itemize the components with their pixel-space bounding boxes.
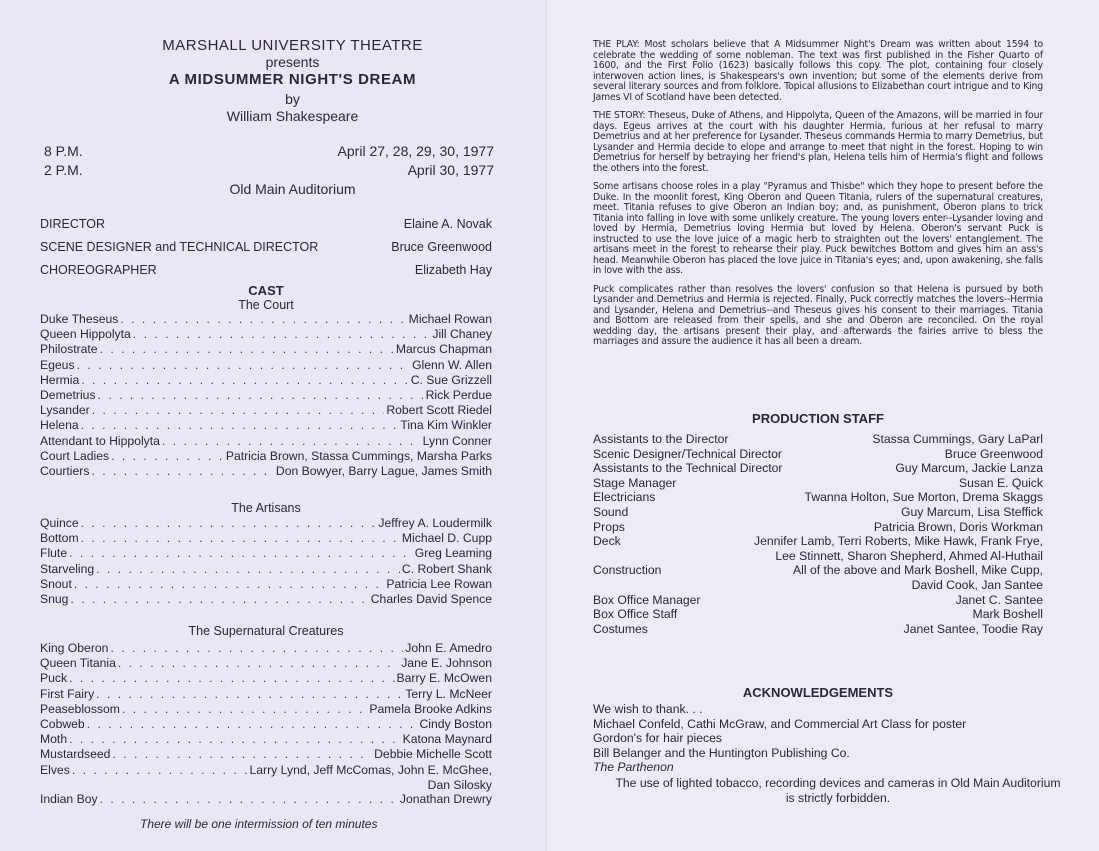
actor-name: Charles David Spence bbox=[370, 591, 492, 606]
leader-dots bbox=[81, 418, 399, 432]
cast-heading: CAST bbox=[248, 283, 284, 298]
staff-name: Janet C. Santee bbox=[955, 592, 1043, 607]
staff-name: Janet Santee, Toodie Ray bbox=[903, 621, 1043, 636]
role-name: Elves bbox=[40, 762, 70, 777]
court-title: The Court bbox=[238, 298, 294, 312]
role-name: Queen Hippolyta bbox=[40, 327, 131, 342]
role-name: Attendant to Hippolyta bbox=[40, 433, 160, 448]
role-name: Hermia bbox=[40, 372, 80, 387]
role-name: Snug bbox=[40, 591, 69, 606]
leader-dots bbox=[112, 747, 372, 761]
staff-name: Stassa Cummings, Gary LaParl bbox=[872, 432, 1043, 446]
schedule-time-1: 8 P.M. bbox=[44, 143, 83, 159]
staff-row bbox=[593, 490, 1043, 505]
credit-row bbox=[40, 240, 492, 263]
staff-row bbox=[593, 578, 1043, 593]
cast-row bbox=[40, 763, 492, 778]
schedule-dates-1: April 27, 28, 29, 30, 1977 bbox=[337, 143, 494, 159]
leader-dots bbox=[69, 732, 400, 746]
leader-dots bbox=[92, 403, 385, 417]
credit-name: Elizabeth Hay bbox=[414, 263, 492, 277]
cast-row bbox=[40, 388, 492, 403]
staff-name: Bruce Greenwood bbox=[944, 446, 1043, 461]
supernatural-title: The Supernatural Creatures bbox=[188, 624, 344, 638]
role-name: Quince bbox=[40, 516, 79, 530]
leader-dots bbox=[110, 641, 403, 655]
actor-name: Michael D. Cupp bbox=[401, 531, 492, 546]
ack-line: Michael Confeld, Cathi McGraw, and Commercial Art Class for poster bbox=[593, 716, 967, 731]
schedule-dates-2: April 30, 1977 bbox=[407, 162, 494, 178]
role-name: Court Ladies bbox=[40, 448, 110, 463]
leader-dots bbox=[69, 671, 394, 685]
staff-role: Sound bbox=[593, 504, 629, 519]
staff-role: Stage Manager bbox=[593, 475, 677, 490]
actor-name: Marcus Chapman bbox=[395, 342, 492, 357]
staff-name: Guy Marcum, Lisa Steffick bbox=[900, 504, 1043, 519]
credits-list bbox=[40, 217, 492, 286]
leader-dots bbox=[96, 687, 403, 701]
cast-row bbox=[40, 342, 492, 357]
staff-row bbox=[593, 563, 1043, 578]
actor-name: Debbie Michelle Scott bbox=[374, 747, 492, 762]
role-name: Courtiers bbox=[40, 463, 90, 478]
staff-role: Electricians bbox=[593, 490, 656, 505]
actor-name: Patricia Brown, Stassa Cummings, Marsha Parks bbox=[225, 448, 492, 463]
actor-name: Michael Rowan bbox=[408, 312, 492, 326]
staff-role: Construction bbox=[593, 563, 662, 578]
role-name: Helena bbox=[40, 418, 79, 433]
cast-row bbox=[40, 434, 492, 449]
actor-name: Tina Kim Winkler bbox=[400, 418, 492, 433]
staff-row bbox=[593, 505, 1043, 520]
actor-name: Cindy Boston bbox=[419, 716, 492, 731]
role-name: Flute bbox=[40, 546, 68, 561]
artisans-title: The Artisans bbox=[231, 501, 301, 515]
actor-name: Patricia Lee Rowan bbox=[386, 576, 492, 591]
leader-dots bbox=[96, 562, 400, 576]
cast-row bbox=[40, 732, 492, 747]
staff-name: Patricia Brown, Doris Workman bbox=[873, 519, 1043, 534]
venue: Old Main Auditorium bbox=[229, 181, 356, 197]
role-name: Puck bbox=[40, 671, 68, 686]
staff-name: Mark Boshell bbox=[972, 607, 1043, 622]
right-page bbox=[548, 0, 1099, 851]
acknowledgements-list bbox=[593, 702, 1043, 760]
presents-line: presents bbox=[265, 54, 320, 70]
synopsis bbox=[593, 40, 1043, 356]
actor-name: Jane E. Johnson bbox=[401, 656, 492, 671]
role-name: Bottom bbox=[40, 531, 79, 546]
actor-name: Jill Chaney bbox=[432, 327, 492, 342]
staff-role: Assistants to the Technical Director bbox=[593, 461, 783, 476]
notice: The use of lighted tobacco, recording devices and cameras in Old Main Auditorium is strictly forbidden. bbox=[615, 776, 1061, 805]
credit-role: SCENE DESIGNER and TECHNICAL DIRECTOR bbox=[40, 240, 319, 254]
credit-role: CHOREOGRAPHER bbox=[40, 263, 157, 277]
actor-name: C. Robert Shank bbox=[401, 561, 492, 576]
credit-role: DIRECTOR bbox=[40, 217, 106, 231]
staff-role: Box Office Manager bbox=[593, 592, 701, 607]
staff-row bbox=[593, 607, 1043, 622]
leader-dots bbox=[133, 327, 431, 341]
cast-row bbox=[40, 671, 492, 686]
actor-name: Rick Perdue bbox=[425, 387, 492, 402]
cast-row bbox=[40, 531, 492, 546]
story-paragraph-2: Some artisans choose roles in a play "Pyramus and Thisbe" which they hope to present before the Duke. In the moonlit forest, King Oberon and Queen Titania, rulers of the supernatural creatures, meet. Titania refuses to give Oberon an Indian boy; and, as punishment, Oberon plans to trick Titania into falling in love with some unlikely creature. The young lovers enter--Lysander loving and loved by Hermia, Demetrius loving Hermia but loved by Helena. Oberon's servant Puck is instructed to use the love juice of a magic herb to straighten out the lovers' entanglement. The artisans meet in the forest to rehearse their play. Puck bewitches Bottom and gives him an ass's head. Meanwhile Oberon has placed the love juice in Titania's eyes; and, upon awakening, she falls in love with the ass. bbox=[593, 181, 1043, 276]
role-name: Moth bbox=[40, 732, 68, 747]
staff-role: Deck bbox=[593, 534, 621, 549]
leader-dots bbox=[98, 388, 424, 402]
role-name: Demetrius bbox=[40, 387, 96, 402]
cast-row bbox=[40, 358, 492, 373]
staff-row bbox=[593, 534, 1043, 549]
leader-dots bbox=[81, 373, 408, 387]
court-cast-list bbox=[40, 312, 492, 479]
cast-row bbox=[40, 717, 492, 732]
leader-dots bbox=[72, 763, 248, 777]
role-name: Egeus bbox=[40, 357, 75, 372]
actor-name: Don Bowyer, Barry Lague, James Smith bbox=[275, 463, 492, 478]
cast-row bbox=[40, 641, 492, 656]
staff-name: Twanna Holton, Sue Morton, Drema Skaggs bbox=[804, 490, 1043, 505]
actor-name: Barry E. McOwen bbox=[396, 671, 492, 686]
leader-dots bbox=[81, 516, 377, 530]
actor-name: Lynn Conner bbox=[422, 433, 492, 448]
play-paragraph: THE PLAY: Most scholars believe that A Midsummer Night's Dream was written about 1594 to celebrate the wedding of some nobleman. The text was first published in the Fisher Quarto of 1600, and the First Folio (1623) basically follows this copy. The plot, containing four closely interwoven action lines, is Shakespears's own invention; but some of the elements derive from several literary sources and from folklore. Topical allusions to Elizabethan court intrigue and to King James VI of Scotland have been detected. bbox=[593, 39, 1043, 103]
staff-row bbox=[593, 447, 1043, 462]
role-name: Cobweb bbox=[40, 716, 85, 731]
left-page bbox=[0, 0, 548, 851]
actor-name: C. Sue Grizzell bbox=[410, 372, 492, 387]
theatre-name: MARSHALL UNIVERSITY THEATRE bbox=[162, 37, 423, 54]
actor-name: John E. Amedro bbox=[405, 641, 492, 655]
staff-name: All of the above and Mark Boshell, Mike Cupp, bbox=[793, 563, 1043, 578]
leader-dots bbox=[162, 434, 421, 448]
leader-dots bbox=[111, 449, 224, 463]
leader-dots bbox=[120, 312, 406, 326]
leader-dots bbox=[77, 358, 411, 372]
schedule-row-1 bbox=[44, 143, 494, 159]
staff-name: David Cook, Jan Santee bbox=[911, 577, 1043, 592]
staff-name: Susan E. Quick bbox=[959, 475, 1043, 490]
staff-row bbox=[593, 520, 1043, 535]
credit-row bbox=[40, 217, 492, 240]
role-name: Duke Theseus bbox=[40, 312, 119, 326]
actor-name: Greg Leaming bbox=[414, 546, 492, 561]
actor-name: Terry L. McNeer bbox=[405, 686, 492, 701]
role-name: Philostrate bbox=[40, 342, 98, 357]
cast-row bbox=[40, 327, 492, 342]
cast-row bbox=[40, 656, 492, 671]
staff-name: Jennifer Lamb, Terri Roberts, Mike Hawk, Frank Frye, bbox=[754, 534, 1043, 549]
actor-name: Katona Maynard bbox=[402, 732, 492, 747]
artisans-cast-list bbox=[40, 516, 492, 607]
parthenon-credit: The Parthenon bbox=[593, 760, 674, 774]
leader-dots bbox=[87, 717, 418, 731]
ack-line: We wish to thank. . . bbox=[593, 702, 703, 716]
cast-row bbox=[40, 418, 492, 433]
ack-line: Bill Belanger and the Huntington Publishing Co. bbox=[593, 745, 850, 760]
leader-dots bbox=[74, 577, 384, 591]
leader-dots bbox=[122, 702, 367, 716]
cast-row bbox=[40, 546, 492, 561]
staff-row bbox=[593, 593, 1043, 608]
staff-row bbox=[593, 622, 1043, 637]
cast-row bbox=[40, 403, 492, 418]
acknowledgements-heading: ACKNOWLEDGEMENTS bbox=[742, 685, 894, 700]
role-name: Mustardseed bbox=[40, 747, 111, 762]
production-staff-list bbox=[593, 432, 1043, 636]
by-line: by bbox=[285, 91, 300, 107]
cast-row bbox=[40, 592, 492, 607]
role-name: Starveling bbox=[40, 561, 95, 576]
staff-row bbox=[593, 432, 1043, 447]
staff-name: Lee Stinnett, Sharon Shepherd, Ahmed Al-Huthail bbox=[775, 548, 1043, 563]
play-title: A MIDSUMMER NIGHT'S DREAM bbox=[168, 71, 417, 88]
cast-row bbox=[40, 562, 492, 577]
cast-row bbox=[40, 464, 492, 479]
cast-row bbox=[40, 373, 492, 388]
actor-name: Larry Lynd, Jeff McComas, John E. McGhee, bbox=[249, 762, 492, 777]
cast-row bbox=[40, 577, 492, 592]
role-name: First Fairy bbox=[40, 686, 95, 701]
cast-row bbox=[40, 687, 492, 702]
cast-row bbox=[40, 312, 492, 327]
actor-name: Pamela Brooke Adkins bbox=[369, 701, 492, 716]
elves-continued: Dan Silosky bbox=[427, 778, 492, 792]
staff-row bbox=[593, 476, 1043, 491]
story-paragraph-1: THE STORY: Theseus, Duke of Athens, and Hippolyta, Queen of the Amazons, will be married in four days. Egeus arrives at the court with his daughter Hermia, furious at her refusal to marry Demetrius and at her preference for Lysander. Theseus commands Hermia to marry Demetrius, but Lysander and Hermia decide to elope and arrange to meet that night in the forest. Hoping to win Demetrius for herself by betraying her friend's plan, Helena tells him of Hermia's flight and follows the others into the forest. bbox=[593, 110, 1043, 174]
actor-name: Jeffrey A. Loudermilk bbox=[378, 516, 492, 530]
supernatural-cast-list bbox=[40, 641, 492, 778]
schedule-row-2 bbox=[44, 162, 494, 178]
role-name: Peaseblossom bbox=[40, 701, 120, 716]
credit-name: Bruce Greenwood bbox=[391, 240, 492, 254]
author-name: William Shakespeare bbox=[226, 108, 359, 124]
staff-role: Box Office Staff bbox=[593, 607, 678, 622]
leader-dots bbox=[118, 656, 399, 670]
role-name: King Oberon bbox=[40, 641, 109, 655]
staff-role: Costumes bbox=[593, 621, 648, 636]
role-name: Lysander bbox=[40, 403, 90, 418]
role-name: Indian Boy bbox=[40, 792, 98, 806]
ack-line: Gordon's for hair pieces bbox=[593, 731, 723, 746]
leader-dots bbox=[91, 464, 273, 478]
leader-dots bbox=[100, 342, 394, 356]
schedule-time-2: 2 P.M. bbox=[44, 162, 83, 178]
production-staff-heading: PRODUCTION STAFF bbox=[752, 411, 884, 426]
role-name: Queen Titania bbox=[40, 656, 116, 671]
actor-name: Jonathan Drewry bbox=[399, 792, 492, 806]
leader-dots bbox=[69, 546, 413, 560]
staff-row bbox=[593, 549, 1043, 564]
cast-row bbox=[40, 449, 492, 464]
credit-name: Elaine A. Novak bbox=[403, 217, 492, 231]
leader-dots bbox=[70, 592, 368, 606]
staff-row bbox=[593, 461, 1043, 476]
story-paragraph-3: Puck complicates rather than resolves the lovers' confusion so that Helena is pursued by both Lysander and Demetrius and Hermia is rejected. Finally, Puck correctly matches the lovers--Hermia and Lysander, Helena and Demetrius--and Theseus gives his consent to their marriages. Titania and Bottom are released from their spells, and she and Oberon are reconciled. On the royal wedding day, the artisans present their play, and afterwards the fairies arrive to bless the marriages and assure the audience it has all been a dream. bbox=[593, 283, 1043, 347]
staff-role: Props bbox=[593, 519, 625, 534]
role-name: Snout bbox=[40, 576, 72, 591]
staff-role: Assistants to the Director bbox=[593, 432, 729, 446]
leader-dots bbox=[100, 792, 398, 806]
actor-name: Glenn W. Allen bbox=[412, 357, 492, 372]
staff-name: Guy Marcum, Jackie Lanza bbox=[895, 461, 1043, 476]
cast-row bbox=[40, 702, 492, 717]
cast-row bbox=[40, 516, 492, 531]
actor-name: Robert Scott Riedel bbox=[386, 403, 492, 418]
staff-role: Scenic Designer/Technical Director bbox=[593, 446, 782, 461]
cast-row bbox=[40, 747, 492, 762]
intermission-note: There will be one intermission of ten minutes bbox=[140, 817, 378, 831]
cast-row-indian-boy bbox=[40, 792, 492, 807]
leader-dots bbox=[81, 531, 400, 545]
